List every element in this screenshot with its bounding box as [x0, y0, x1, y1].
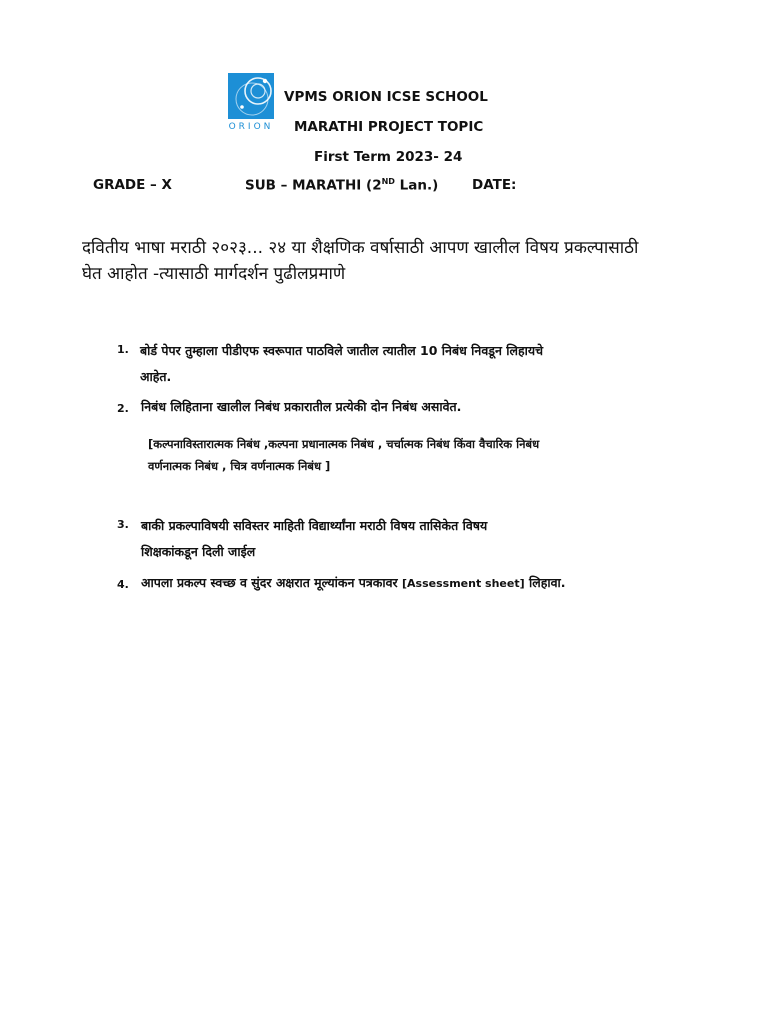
logo-wordmark: ORION: [228, 122, 274, 132]
school-name: VPMS ORION ICSE SCHOOL: [284, 89, 488, 105]
intro-paragraph: [82, 235, 682, 287]
date-label: DATE:: [472, 177, 517, 193]
list-number: 4.: [117, 578, 129, 591]
school-logo: [228, 73, 274, 119]
assessment-sheet-note: [Assessment sheet]: [402, 577, 525, 590]
subject-label: [245, 177, 438, 194]
instruction-text: आहेत.: [140, 369, 172, 384]
instruction-text: बाकी प्रकल्पाविषयी सविस्तर माहिती विद्यार्थ्यांना मराठी विषय तासिकेत विषय: [141, 518, 488, 533]
term-label: First Term 2023- 24: [314, 149, 463, 165]
grade-label: GRADE – X: [93, 177, 172, 193]
instruction-item: [141, 513, 487, 565]
instruction-text: बोर्ड पेपर तुम्हाला पीडीएफ स्वरूपात पाठविले जातील त्यातील 10 निबंध निवडून लिहायचे: [140, 343, 544, 358]
subject-prefix: SUB – MARATHI (2: [245, 177, 382, 194]
instruction-text: निबंध लिहिताना खालील निबंध प्रकारातील प्रत्येकी दोन निबंध असावेत.: [141, 399, 462, 414]
project-title: MARATHI PROJECT TOPIC: [294, 119, 484, 135]
instruction-text-part: आपला प्रकल्प स्वच्छ व सुंदर अक्षरात मूल्यांकन पत्रकावर: [141, 575, 403, 590]
list-number: 1.: [117, 343, 129, 356]
intro-line: दवितीय भाषा मराठी २०२३... २४ या शैक्षणिक वर्षासाठी आपण खालील विषय प्रकल्पासाठी: [82, 238, 639, 258]
essay-types-text: [कल्पनाविस्तारात्मक निबंध ,कल्पना प्रधानात्मक निबंध , चर्चात्मक निबंध किंवा वैचारिक निबंध: [148, 437, 540, 451]
subject-superscript: ND: [381, 177, 395, 186]
instruction-text: शिक्षकांकडून दिली जाईल: [141, 544, 256, 559]
intro-line: घेत आहोत -त्यासाठी मार्गदर्शन पुढीलप्रमाणे: [82, 264, 346, 284]
essay-types-list: [148, 433, 539, 477]
instruction-item: [140, 338, 543, 390]
instruction-item: [141, 398, 461, 415]
instruction-item: [141, 574, 566, 591]
subject-suffix: Lan.): [394, 177, 439, 194]
instruction-text: [141, 574, 566, 591]
list-number: 3.: [117, 518, 129, 531]
list-number: 2.: [117, 402, 129, 415]
instruction-text-part: लिहावा.: [524, 575, 566, 590]
essay-types-text: वर्णनात्मक निबंध , चित्र वर्णनात्मक निबंध ]: [148, 459, 331, 473]
